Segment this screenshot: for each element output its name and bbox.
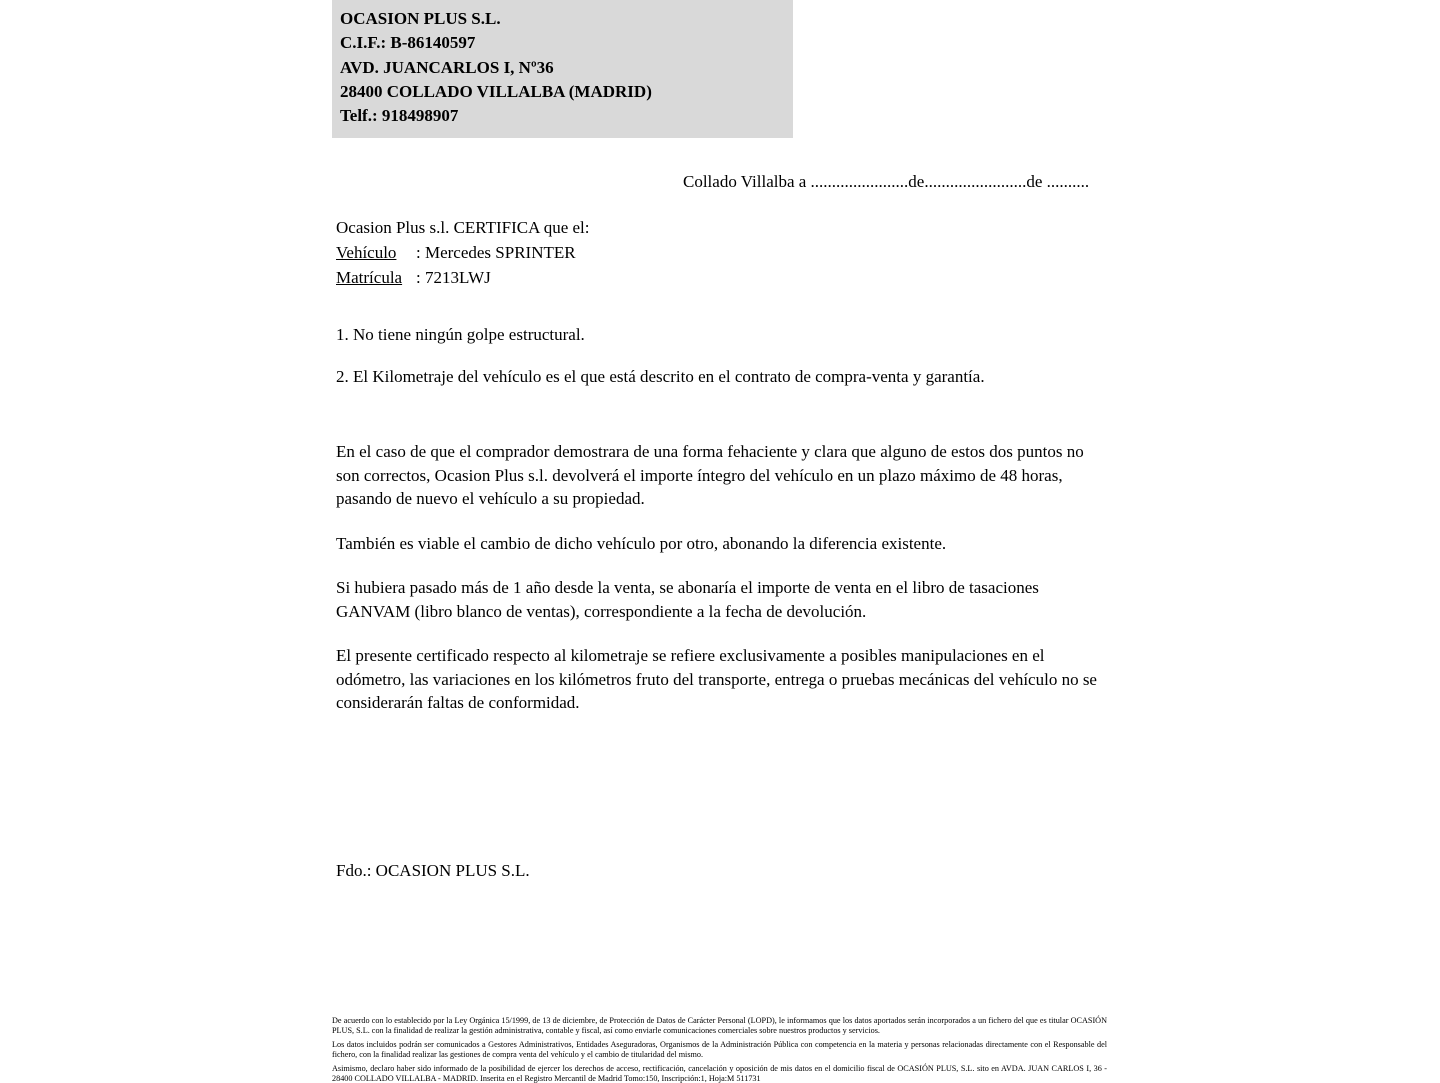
- legal-paragraph: Los datos incluidos podrán ser comunicados a Gestores Administrativos, Entidades Aseguradoras, Organismos de la Administración Pública con competencia en la materia y personas relacionadas directamente con el Responsable del fichero, con la finalidad realizar las gestiones de compra venta del vehículo y el cambio de titularidad del mismo.: [332, 1039, 1107, 1059]
- point-item: 2. El Kilometraje del vehículo es el que está descrito en el contrato de compra-venta y garantía.: [336, 367, 985, 386]
- paragraph: Si hubiera pasado más de 1 año desde la venta, se abonaría el importe de venta en el libro de tasaciones GANVAM (libro blanco de ventas), correspondiente a la fecha de devolución.: [336, 578, 1039, 621]
- company-cif: C.I.F.: B-86140597: [340, 33, 476, 53]
- points-list: [336, 325, 1136, 409]
- signature-line: Fdo.: OCASION PLUS S.L.: [336, 861, 530, 880]
- legal-paragraph: Asimismo, declaro haber sido informado de la posibilidad de ejercer los derechos de acceso, rectificación, cancelación y oposición de mis datos en el domicilio fiscal de OCASIÓN PLUS, S.L. sito en AVDA. JUAN CARLOS I, 36 - 28400 COLLADO VILLALBA - MADRID. Inserita en el Registro Mercantil de Madrid Tomo:150, Inscripción:1, Hoja:M 511731: [332, 1063, 1107, 1083]
- plate-value: : 7213LWJ: [416, 268, 491, 287]
- company-city: 28400 COLLADO VILLALBA (MADRID): [340, 81, 652, 101]
- plate-label: Matrícula: [336, 268, 403, 287]
- date-line: Collado Villalba a .......................de........................de ..........: [683, 172, 1090, 191]
- letterhead-block: [332, 0, 793, 138]
- legal-footer: [332, 1016, 1107, 1083]
- vehicle-row: [336, 240, 590, 265]
- company-address: AVD. JUANCARLOS I, Nº36: [340, 57, 554, 77]
- certification-block: [336, 215, 590, 290]
- legal-paragraph: De acuerdo con lo establecido por la Ley Orgánica 15/1999, de 13 de diciembre, de Protección de Datos de Carácter Personal (LOPD), le informamos que los datos aportados serán incorporados a un fichero del que es titular OCASIÓN PLUS, S.L. con la finalidad de realizar la gestión administrativa, contable y fiscal, así como enviarle comunicaciones comerciales sobre nuestros productos y servicios.: [332, 1016, 1107, 1035]
- certification-intro: Ocasion Plus s.l. CERTIFICA que el:: [336, 218, 590, 237]
- plate-row: [336, 265, 590, 290]
- vehicle-value: : Mercedes SPRINTER: [416, 243, 576, 262]
- vehicle-label: Vehículo: [336, 243, 397, 262]
- paragraph: También es viable el cambio de dicho vehículo por otro, abonando la diferencia existente.: [336, 533, 947, 553]
- body-text: [336, 440, 1104, 736]
- company-phone: Telf.: 918498907: [340, 106, 459, 126]
- point-item: 1. No tiene ningún golpe estructural.: [336, 325, 585, 344]
- paragraph: En el caso de que el comprador demostrara de una forma fehaciente y clara que alguno de estos dos puntos no son correctos, Ocasion Plus s.l. devolverá el importe íntegro del vehículo en un plazo máximo de 48 horas, pasando de nuevo el vehículo a su propiedad.: [336, 442, 1084, 508]
- company-name: OCASION PLUS S.L.: [340, 9, 501, 28]
- paragraph: El presente certificado respecto al kilometraje se refiere exclusivamente a posibles manipulaciones en el odómetro, las variaciones en los kilómetros fruto del transporte, entrega o pruebas mecánicas del vehículo no se considerarán faltas de conformidad.: [336, 646, 1097, 712]
